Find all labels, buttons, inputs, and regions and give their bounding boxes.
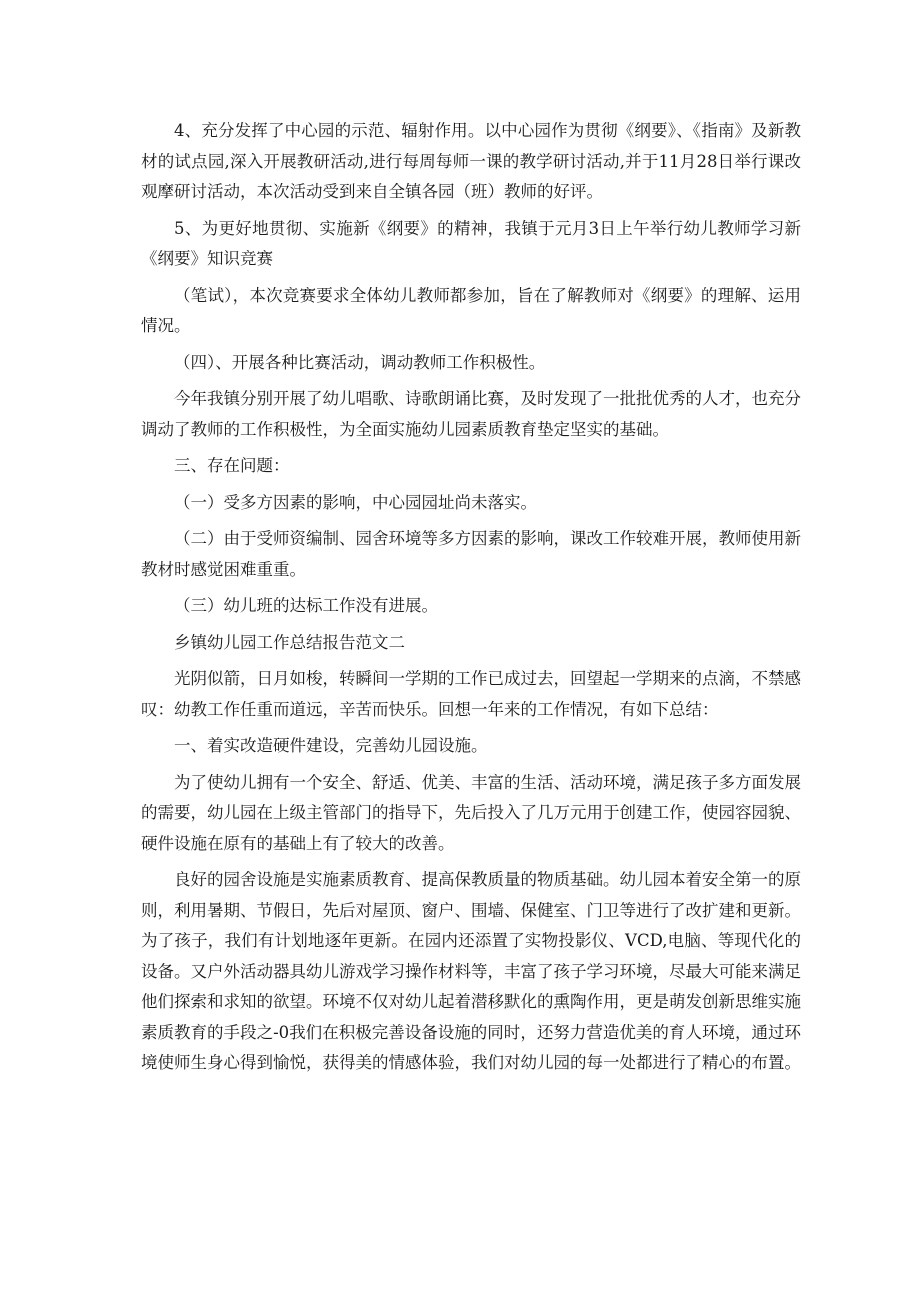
paragraph: 4、充分发挥了中心园的示范、辐射作用。以中心园作为贯彻《纲要》、《指南》及新教材的试点园,深入开展教研活动,进行每周每师一课的教学研讨活动,并于11月28日举行课改观摩研讨活动，本次活动受到来自全镇各园（班）教师的好评。 bbox=[141, 121, 801, 201]
paragraph: 光阴似箭，日月如梭，转瞬间一学期的工作已成过去，回望起一学期来的点滴，不禁感叹：幼教工作任重而道远，辛苦而快乐。回想一年来的工作情况，有如下总结： bbox=[141, 669, 801, 719]
list-item: （一）受多方因素的影响，中心园园址尚未落实。 bbox=[174, 492, 537, 512]
document-body bbox=[141, 116, 801, 1085]
document-title: 乡镇幼儿园工作总结报告范文二 bbox=[174, 632, 405, 652]
paragraph: 5、为更好地贯彻、实施新《纲要》的精神，我镇于元月3日上午举行幼儿教师学习新《纲要》知识竞赛 bbox=[141, 218, 801, 268]
paragraph: 良好的园舍设施是实施素质教育、提高保教质量的物质基础。幼儿园本着安全第一的原则，利用暑期、节假日，先后对屋顶、窗户、围墙、保健室、门卫等进行了改扩建和更新。为了孩子，我们有计划地逐年更新。在园内还添置了实物投影仪、VCD,电脑、等现代化的设备。又户外活动器具幼儿游戏学习操作材料等，丰富了孩子学习环境，尽最大可能来满足他们探索和求知的欲望。环境不仅对幼儿起着潜移默化的熏陶作用，更是萌发创新思维实施素质教育的手段之-0我们在积极完善设备设施的同时，还努力营造优美的育人环境，通过环境使师生身心得到愉悦，获得美的情感体验，我们对幼儿园的每一处都进行了精心的布置。 bbox=[141, 870, 801, 1072]
list-item: （三）幼儿班的达标工作没有进展。 bbox=[174, 596, 438, 615]
section-heading: 三、存在问题： bbox=[174, 456, 290, 475]
list-item: （二）由于受师资编制、园舍环境等多方因素的影响，课改工作较难开展，教师使用新教材时感觉困难重重。 bbox=[141, 529, 801, 579]
paragraph: 为了使幼儿拥有一个安全、舒适、优美、丰富的生活、活动环境，满足孩子多方面发展的需要，幼儿园在上级主管部门的指导下，先后投入了几万元用于创建工作，使园容园貌、硬件设施在原有的基础上有了较大的改善。 bbox=[141, 772, 801, 853]
paragraph: 今年我镇分别开展了幼儿唱歌、诗歌朗诵比赛，及时发现了一批批优秀的人才，也充分调动了教师的工作积极性，为全面实施幼儿园素质教育垫定坚实的基础。 bbox=[141, 389, 801, 439]
paragraph: （笔试），本次竞赛要求全体幼儿教师都参加，旨在了解教师对《纲要》的理解、运用情况。 bbox=[141, 285, 801, 335]
section-heading: 一、着实改造硬件建设，完善幼儿园设施。 bbox=[174, 736, 488, 755]
section-heading: （四）、开展各种比赛活动，调动教师工作积极性。 bbox=[174, 352, 546, 372]
